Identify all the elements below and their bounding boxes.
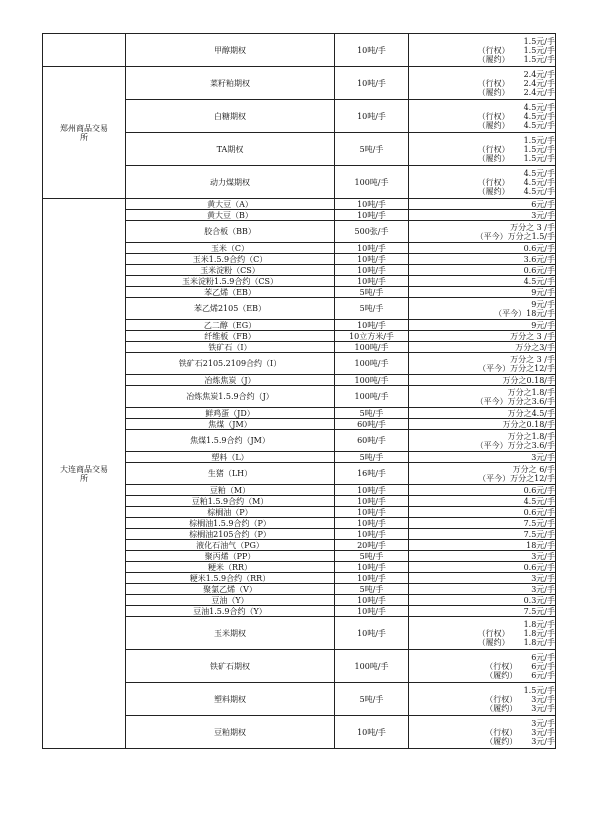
fee-cell xyxy=(409,463,556,485)
fee-line-label: （行权） xyxy=(485,661,518,671)
fee-line xyxy=(409,607,555,616)
fee-line xyxy=(409,420,555,429)
product-cell: 乙二醇（EG） xyxy=(126,320,335,331)
fee-cell xyxy=(409,452,556,463)
product-cell: 玉米（C） xyxy=(126,243,335,254)
fee-line-value: 4.5元/手 xyxy=(523,111,555,121)
unit-cell: 5吨/手 xyxy=(335,452,409,463)
fee-cell xyxy=(409,496,556,507)
fee-line xyxy=(409,432,555,441)
fee-cell xyxy=(409,100,556,133)
unit-cell: 10吨/手 xyxy=(335,485,409,496)
fee-line-value: 0.3元/手 xyxy=(523,595,555,605)
product-cell: TA期权 xyxy=(126,133,335,166)
fee-line xyxy=(409,376,555,385)
fee-line-value: 4.5元/手 xyxy=(523,168,555,178)
fee-line xyxy=(409,465,555,474)
fee-line xyxy=(409,343,555,352)
fee-line-value: 0.6元/手 xyxy=(523,507,555,517)
fee-cell xyxy=(409,430,556,452)
product-cell: 冶炼焦炭（J） xyxy=(126,375,335,386)
fee-line xyxy=(409,169,555,178)
table-row xyxy=(43,34,556,67)
fee-line-label: （行权） xyxy=(477,78,510,88)
product-cell: 豆粕期权 xyxy=(126,716,335,749)
fee-line-value: 3元/手 xyxy=(531,584,555,594)
unit-cell: 5吨/手 xyxy=(335,298,409,320)
fee-line-value: 2.4元/手 xyxy=(523,87,555,97)
fee-line xyxy=(409,277,555,286)
fee-line-value: 万分之 3 /手 xyxy=(510,354,555,364)
fee-line xyxy=(409,474,555,483)
fee-line-value: 3元/手 xyxy=(531,452,555,462)
product-cell: 铁矿石2105.2109合约（I） xyxy=(126,353,335,375)
fee-line-value: 3元/手 xyxy=(531,736,555,746)
fee-line-value: 1.5元/手 xyxy=(523,685,555,695)
exchange-cell xyxy=(43,34,126,67)
fee-line xyxy=(409,288,555,297)
product-cell: 苯乙烯（EB） xyxy=(126,287,335,298)
fee-line-value: 7.5元/手 xyxy=(523,529,555,539)
exchange-cell xyxy=(43,67,126,199)
product-cell: 焦煤（JM） xyxy=(126,419,335,430)
unit-cell: 20吨/手 xyxy=(335,540,409,551)
product-cell: 白糖期权 xyxy=(126,100,335,133)
unit-cell: 100吨/手 xyxy=(335,353,409,375)
fee-line-label: （履约） xyxy=(477,120,510,130)
product-cell: 玉米淀粉（CS） xyxy=(126,265,335,276)
fee-line xyxy=(409,686,555,695)
product-cell: 粳米1.5.9合约（RR） xyxy=(126,573,335,584)
fee-line xyxy=(409,552,555,561)
fee-line-value: 1.8元/手 xyxy=(523,619,555,629)
fee-cell xyxy=(409,507,556,518)
fee-cell xyxy=(409,617,556,650)
fee-line-value: （平今）万分之12/手 xyxy=(478,363,555,373)
unit-cell: 5吨/手 xyxy=(335,683,409,716)
fee-line xyxy=(409,704,555,713)
product-cell: 聚丙烯（PP） xyxy=(126,551,335,562)
unit-cell: 100吨/手 xyxy=(335,342,409,353)
fee-line xyxy=(409,121,555,130)
unit-cell: 5吨/手 xyxy=(335,408,409,419)
fee-line xyxy=(409,321,555,330)
fee-cell xyxy=(409,408,556,419)
unit-cell: 10吨/手 xyxy=(335,595,409,606)
fee-line-label: （履约） xyxy=(477,153,510,163)
fee-line xyxy=(409,332,555,341)
fee-line-value: 4.5元/手 xyxy=(523,186,555,196)
fee-line-value: 万分之0.18/手 xyxy=(502,419,555,429)
fee-line xyxy=(409,88,555,97)
fee-cell xyxy=(409,584,556,595)
product-cell: 塑料期权 xyxy=(126,683,335,716)
fee-line-label: （履约） xyxy=(485,670,518,680)
fee-line xyxy=(409,486,555,495)
product-cell: 苯乙烯2105（EB） xyxy=(126,298,335,320)
fee-line xyxy=(409,737,555,746)
product-cell: 菜籽粕期权 xyxy=(126,67,335,100)
unit-cell: 500张/手 xyxy=(335,221,409,243)
fee-line xyxy=(409,508,555,517)
fee-line-value: （平今）万分之1.5/手 xyxy=(475,231,555,241)
fee-line-value: 1.5元/手 xyxy=(523,144,555,154)
fee-cell xyxy=(409,221,556,243)
product-cell: 玉米淀粉1.5.9合约（CS） xyxy=(126,276,335,287)
fee-line-value: 1.8元/手 xyxy=(523,628,555,638)
fee-line xyxy=(409,530,555,539)
fee-line-value: 4.5元/手 xyxy=(523,102,555,112)
fee-cell xyxy=(409,551,556,562)
fee-cell xyxy=(409,67,556,100)
unit-cell: 10吨/手 xyxy=(335,529,409,540)
fee-line-value: 3.6元/手 xyxy=(523,254,555,264)
unit-cell: 10吨/手 xyxy=(335,320,409,331)
fee-line xyxy=(409,653,555,662)
fee-cell xyxy=(409,199,556,210)
fee-line-value: （平今）18元/手 xyxy=(494,308,555,318)
fee-line xyxy=(409,103,555,112)
fee-line xyxy=(409,266,555,275)
fee-line-value: 万分之3/手 xyxy=(515,342,555,352)
fee-line xyxy=(409,178,555,187)
product-cell: 豆油（Y） xyxy=(126,595,335,606)
fee-line-label: （行权） xyxy=(477,144,510,154)
fee-line-label: （履约） xyxy=(485,736,518,746)
product-cell: 豆粕（M） xyxy=(126,485,335,496)
fee-cell xyxy=(409,716,556,749)
unit-cell: 5吨/手 xyxy=(335,287,409,298)
fee-line xyxy=(409,638,555,647)
unit-cell: 10吨/手 xyxy=(335,507,409,518)
fee-line-value: 1.5元/手 xyxy=(523,153,555,163)
fee-line xyxy=(409,441,555,450)
fee-line-value: 万分之4.5/手 xyxy=(507,408,555,418)
fee-line xyxy=(409,187,555,196)
unit-cell: 10立方米/手 xyxy=(335,331,409,342)
fee-line xyxy=(409,497,555,506)
fee-line-value: 3元/手 xyxy=(531,210,555,220)
fee-line xyxy=(409,211,555,220)
product-cell: 聚氯乙烯（V） xyxy=(126,584,335,595)
fee-line xyxy=(409,223,555,232)
unit-cell: 10吨/手 xyxy=(335,716,409,749)
unit-cell: 100吨/手 xyxy=(335,650,409,683)
fee-cell xyxy=(409,210,556,221)
fee-line-value: 0.6元/手 xyxy=(523,485,555,495)
fee-line-value: 0.6元/手 xyxy=(523,265,555,275)
fee-line-label: （履约） xyxy=(485,703,518,713)
fee-table-body xyxy=(43,34,556,749)
fee-line xyxy=(409,563,555,572)
fee-line xyxy=(409,397,555,406)
fee-cell xyxy=(409,683,556,716)
fee-line-label: （行权） xyxy=(477,177,510,187)
product-cell: 铁矿石（I） xyxy=(126,342,335,353)
unit-cell: 10吨/手 xyxy=(335,34,409,67)
fee-line-value: 18元/手 xyxy=(526,540,555,550)
fee-line xyxy=(409,309,555,318)
product-cell: 纤维板（FB） xyxy=(126,331,335,342)
fee-cell xyxy=(409,650,556,683)
fee-cell xyxy=(409,353,556,375)
fee-line-value: 1.8元/手 xyxy=(523,637,555,647)
fee-cell xyxy=(409,573,556,584)
unit-cell: 10吨/手 xyxy=(335,254,409,265)
fee-line-value: 2.4元/手 xyxy=(523,69,555,79)
fee-cell xyxy=(409,375,556,386)
product-cell: 玉米期权 xyxy=(126,617,335,650)
fee-line-value: 1.5元/手 xyxy=(523,45,555,55)
unit-cell: 100吨/手 xyxy=(335,166,409,199)
exchange-name: 大连商品交易所 xyxy=(60,464,108,483)
fee-line xyxy=(409,629,555,638)
fee-cell xyxy=(409,386,556,408)
table-row xyxy=(43,199,556,210)
fee-line xyxy=(409,662,555,671)
unit-cell: 10吨/手 xyxy=(335,617,409,650)
fee-line xyxy=(409,541,555,550)
fee-line-value: 6元/手 xyxy=(531,661,555,671)
product-cell: 焦煤1.5.9合约（JM） xyxy=(126,430,335,452)
fee-line xyxy=(409,364,555,373)
fee-line xyxy=(409,409,555,418)
unit-cell: 10吨/手 xyxy=(335,562,409,573)
product-cell: 黄大豆（A） xyxy=(126,199,335,210)
fee-line-value: 6元/手 xyxy=(531,652,555,662)
product-cell: 生猪（LH） xyxy=(126,463,335,485)
fee-cell xyxy=(409,265,556,276)
fee-line-value: 4.5元/手 xyxy=(523,177,555,187)
fee-line-value: 6元/手 xyxy=(531,670,555,680)
unit-cell: 10吨/手 xyxy=(335,199,409,210)
fee-line-label: （履约） xyxy=(477,186,510,196)
unit-cell: 10吨/手 xyxy=(335,276,409,287)
product-cell: 豆油1.5.9合约（Y） xyxy=(126,606,335,617)
fee-cell xyxy=(409,595,556,606)
unit-cell: 10吨/手 xyxy=(335,518,409,529)
fee-line-value: 3元/手 xyxy=(531,718,555,728)
unit-cell: 10吨/手 xyxy=(335,243,409,254)
fee-line xyxy=(409,70,555,79)
fee-line-value: 万分之 6/手 xyxy=(512,464,555,474)
unit-cell: 10吨/手 xyxy=(335,573,409,584)
fee-line-label: （履约） xyxy=(477,637,510,647)
fee-cell xyxy=(409,529,556,540)
fee-line-value: 万分之1.8/手 xyxy=(507,387,555,397)
fee-line-value: 万分之 3 /手 xyxy=(510,331,555,341)
fee-line-value: 0.6元/手 xyxy=(523,562,555,572)
fee-line xyxy=(409,244,555,253)
fee-cell xyxy=(409,562,556,573)
fee-cell xyxy=(409,485,556,496)
fee-line xyxy=(409,695,555,704)
fee-line-value: 4.5元/手 xyxy=(523,120,555,130)
fee-cell xyxy=(409,419,556,430)
fee-line xyxy=(409,728,555,737)
product-cell: 甲醇期权 xyxy=(126,34,335,67)
fee-line-value: （平今）万分之12/手 xyxy=(478,473,555,483)
fee-line-label: （行权） xyxy=(477,628,510,638)
fee-line-value: 3元/手 xyxy=(531,551,555,561)
fee-line xyxy=(409,719,555,728)
fee-cell xyxy=(409,331,556,342)
fee-line xyxy=(409,255,555,264)
fee-line-value: 万分之0.18/手 xyxy=(502,375,555,385)
product-cell: 动力煤期权 xyxy=(126,166,335,199)
fee-line xyxy=(409,388,555,397)
fee-line xyxy=(409,300,555,309)
fee-cell xyxy=(409,133,556,166)
fee-line xyxy=(409,46,555,55)
fee-line-value: （平今）万分之3.6/手 xyxy=(475,396,555,406)
product-cell: 塑料（L） xyxy=(126,452,335,463)
fee-line xyxy=(409,112,555,121)
unit-cell: 5吨/手 xyxy=(335,584,409,595)
product-cell: 玉米1.5.9合约（C） xyxy=(126,254,335,265)
fee-line-value: 万分之 3 /手 xyxy=(510,222,555,232)
fee-line xyxy=(409,136,555,145)
fee-line xyxy=(409,671,555,680)
fee-line-label: （行权） xyxy=(477,45,510,55)
unit-cell: 10吨/手 xyxy=(335,496,409,507)
product-cell: 铁矿石期权 xyxy=(126,650,335,683)
fee-cell xyxy=(409,320,556,331)
fee-line-value: 4.5元/手 xyxy=(523,496,555,506)
product-cell: 胶合板（BB） xyxy=(126,221,335,243)
fee-line-label: （行权） xyxy=(485,694,518,704)
fee-line xyxy=(409,596,555,605)
unit-cell: 16吨/手 xyxy=(335,463,409,485)
fee-line-label: （行权） xyxy=(477,111,510,121)
fee-line xyxy=(409,55,555,64)
product-cell: 冶炼焦炭1.5.9合约（J） xyxy=(126,386,335,408)
fee-line-value: 3元/手 xyxy=(531,573,555,583)
fee-line xyxy=(409,453,555,462)
fee-line-value: 7.5元/手 xyxy=(523,518,555,528)
fee-cell xyxy=(409,243,556,254)
fee-cell xyxy=(409,287,556,298)
fee-line-label: （行权） xyxy=(485,727,518,737)
exchange-cell xyxy=(43,199,126,749)
fee-line xyxy=(409,232,555,241)
fee-cell xyxy=(409,166,556,199)
unit-cell: 60吨/手 xyxy=(335,430,409,452)
fee-line-value: 7.5元/手 xyxy=(523,606,555,616)
fee-cell xyxy=(409,518,556,529)
fee-line-value: 1.5元/手 xyxy=(523,135,555,145)
product-cell: 豆粕1.5.9合约（M） xyxy=(126,496,335,507)
unit-cell: 60吨/手 xyxy=(335,419,409,430)
exchange-name: 郑州商品交易所 xyxy=(60,123,108,142)
product-cell: 液化石油气（PG） xyxy=(126,540,335,551)
fee-line xyxy=(409,585,555,594)
fee-line xyxy=(409,79,555,88)
product-cell: 粳米（RR） xyxy=(126,562,335,573)
product-cell: 鲜鸡蛋（JD） xyxy=(126,408,335,419)
fee-line-value: （平今）万分之3.6/手 xyxy=(475,440,555,450)
fee-cell xyxy=(409,34,556,67)
fee-line-value: 1.5元/手 xyxy=(523,36,555,46)
fee-line-value: 2.4元/手 xyxy=(523,78,555,88)
fee-cell xyxy=(409,606,556,617)
unit-cell: 100吨/手 xyxy=(335,386,409,408)
fee-line-value: 1.5元/手 xyxy=(523,54,555,64)
fee-line xyxy=(409,574,555,583)
fee-line xyxy=(409,37,555,46)
fee-line xyxy=(409,145,555,154)
unit-cell: 100吨/手 xyxy=(335,375,409,386)
fee-line-value: 4.5元/手 xyxy=(523,276,555,286)
fee-line-value: 9元/手 xyxy=(531,287,555,297)
fee-line xyxy=(409,620,555,629)
product-cell: 棕榈油1.5.9合约（P） xyxy=(126,518,335,529)
fee-line-value: 9元/手 xyxy=(531,320,555,330)
unit-cell: 5吨/手 xyxy=(335,133,409,166)
fee-line-value: 3元/手 xyxy=(531,694,555,704)
fee-line-value: 3元/手 xyxy=(531,727,555,737)
fee-line-value: 6元/手 xyxy=(531,199,555,209)
fee-cell xyxy=(409,342,556,353)
fee-line-value: 3元/手 xyxy=(531,703,555,713)
fee-table xyxy=(42,33,556,749)
unit-cell: 10吨/手 xyxy=(335,67,409,100)
fee-line xyxy=(409,355,555,364)
unit-cell: 10吨/手 xyxy=(335,100,409,133)
fee-line-value: 9元/手 xyxy=(531,299,555,309)
unit-cell: 10吨/手 xyxy=(335,210,409,221)
unit-cell: 10吨/手 xyxy=(335,265,409,276)
fee-line-value: 万分之1.8/手 xyxy=(507,431,555,441)
fee-cell xyxy=(409,254,556,265)
unit-cell: 10吨/手 xyxy=(335,606,409,617)
fee-cell xyxy=(409,298,556,320)
fee-cell xyxy=(409,276,556,287)
product-cell: 棕榈油（P） xyxy=(126,507,335,518)
fee-line xyxy=(409,154,555,163)
fee-cell xyxy=(409,540,556,551)
fee-line-label: （履约） xyxy=(477,87,510,97)
fee-line-value: 0.6元/手 xyxy=(523,243,555,253)
table-row xyxy=(43,67,556,100)
unit-cell: 5吨/手 xyxy=(335,551,409,562)
product-cell: 棕榈油2105合约（P） xyxy=(126,529,335,540)
fee-line xyxy=(409,519,555,528)
product-cell: 黄大豆（B） xyxy=(126,210,335,221)
fee-line xyxy=(409,200,555,209)
fee-line-label: （履约） xyxy=(477,54,510,64)
